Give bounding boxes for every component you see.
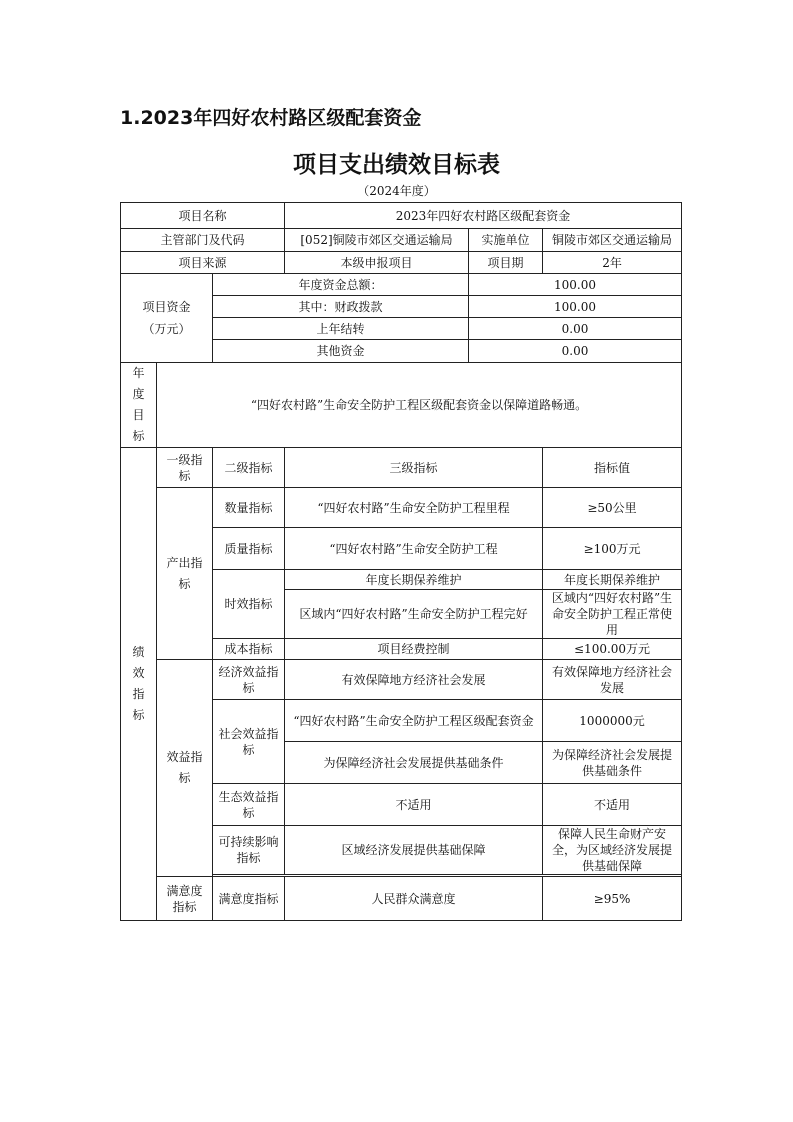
header-level3: 三级指标 <box>285 448 543 488</box>
impl-unit-label: 实施单位 <box>469 229 543 252</box>
quality-value: ≥100万元 <box>543 528 682 570</box>
fund-carry-label: 上年结转 <box>213 318 469 340</box>
source-label: 项目来源 <box>121 252 285 274</box>
economic-value: 有效保障地方经济社会发展 <box>543 660 682 700</box>
eco-value: 不适用 <box>543 784 682 826</box>
sustain-value: 保障人民生命财产安全，为区域经济发展提供基础保障 <box>543 826 682 875</box>
economic-l3: 有效保障地方经济社会发展 <box>285 660 543 700</box>
satisfaction-l2: 满意度指标 <box>213 877 285 921</box>
eco-label: 生态效益指标 <box>213 784 285 826</box>
satisfaction-value: ≥95% <box>543 877 682 921</box>
output-indicator-label <box>157 488 213 660</box>
satisfaction-l1: 满意度指标 <box>157 877 213 921</box>
annual-goal-label <box>121 363 157 448</box>
project-name-label: 项目名称 <box>121 203 285 229</box>
section-heading: 1.2023年四好农村路区级配套资金 <box>120 107 422 129</box>
table-row <box>121 448 682 488</box>
quality-l3: “四好农村路”生命安全防护工程 <box>285 528 543 570</box>
table-row <box>121 363 682 448</box>
social-l3-b: 为保障经济社会发展提供基础条件 <box>285 742 543 784</box>
fund-carry-value: 0.00 <box>469 318 682 340</box>
benefit-indicator-label <box>157 660 213 877</box>
source-value: 本级申报项目 <box>285 252 469 274</box>
table-title: 项目支出绩效目标表 <box>293 152 500 178</box>
period-value: 2年 <box>543 252 682 274</box>
social-value-b: 为保障经济社会发展提供基础条件 <box>543 742 682 784</box>
fund-fiscal-label: 其中：财政拨款 <box>213 296 469 318</box>
annual-goal-text: “四好农村路”生命安全防护工程区级配套资金以保障道路畅通。 <box>157 363 682 448</box>
social-l3-a: “四好农村路”生命安全防护工程区级配套资金 <box>285 700 543 742</box>
fund-label-line2: （万元） <box>142 322 191 336</box>
table-row <box>121 660 682 700</box>
cost-l3: 项目经费控制 <box>285 639 543 660</box>
quantity-value: ≥50公里 <box>543 488 682 528</box>
timeliness-value-a: 年度长期保养维护 <box>543 570 682 590</box>
table-row <box>121 203 682 229</box>
cost-value: ≤100.00万元 <box>543 639 682 660</box>
performance-indicator-label <box>121 448 157 921</box>
timeliness-value-b: 区域内“四好农村路”生命安全防护工程正常使用 <box>543 590 682 639</box>
timeliness-label: 时效指标 <box>213 570 285 639</box>
fund-total-label: 年度资金总额： <box>213 274 469 296</box>
timeliness-l3-a: 年度长期保养维护 <box>285 570 543 590</box>
dept-label: 主管部门及代码 <box>121 229 285 252</box>
satisfaction-l3: 人民群众满意度 <box>285 877 543 921</box>
fund-other-label: 其他资金 <box>213 340 469 363</box>
fund-label-line1: 项目资金 <box>142 300 191 314</box>
economic-label: 经济效益指标 <box>213 660 285 700</box>
header-value: 指标值 <box>543 448 682 488</box>
timeliness-l3-b: 区域内“四好农村路”生命安全防护工程完好 <box>285 590 543 639</box>
fund-fiscal-value: 100.00 <box>469 296 682 318</box>
fund-other-value: 0.00 <box>469 340 682 363</box>
quantity-label: 数量指标 <box>213 488 285 528</box>
cost-label: 成本指标 <box>213 639 285 660</box>
table-row <box>121 488 682 528</box>
eco-l3: 不适用 <box>285 784 543 826</box>
table-row <box>121 274 682 296</box>
table-row <box>121 252 682 274</box>
social-label: 社会效益指标 <box>213 700 285 784</box>
sustain-label: 可持续影响指标 <box>213 826 285 875</box>
sustain-l3: 区域经济发展提供基础保障 <box>285 826 543 875</box>
quality-label: 质量指标 <box>213 528 285 570</box>
benefit-indicator-label-text: 效益指标 <box>166 750 203 785</box>
performance-indicator-label-text: 绩效指标 <box>132 645 145 722</box>
header-level1: 一级指标 <box>157 448 213 488</box>
header-level2: 二级指标 <box>213 448 285 488</box>
impl-unit-value: 铜陵市郊区交通运输局 <box>543 229 682 252</box>
project-name-value: 2023年四好农村路区级配套资金 <box>285 203 682 229</box>
table-row <box>121 229 682 252</box>
fund-label <box>121 274 213 363</box>
dept-value: [052]铜陵市郊区交通运输局 <box>285 229 469 252</box>
social-value-a: 1000000元 <box>543 700 682 742</box>
quantity-l3: “四好农村路”生命安全防护工程里程 <box>285 488 543 528</box>
output-indicator-label-text: 产出指标 <box>166 555 203 591</box>
performance-table <box>120 202 682 921</box>
table-year: （2024年度） <box>357 184 436 198</box>
annual-goal-label-text: 年度目标 <box>132 366 145 443</box>
table-row <box>121 877 682 921</box>
fund-total-value: 100.00 <box>469 274 682 296</box>
period-label: 项目期 <box>469 252 543 274</box>
